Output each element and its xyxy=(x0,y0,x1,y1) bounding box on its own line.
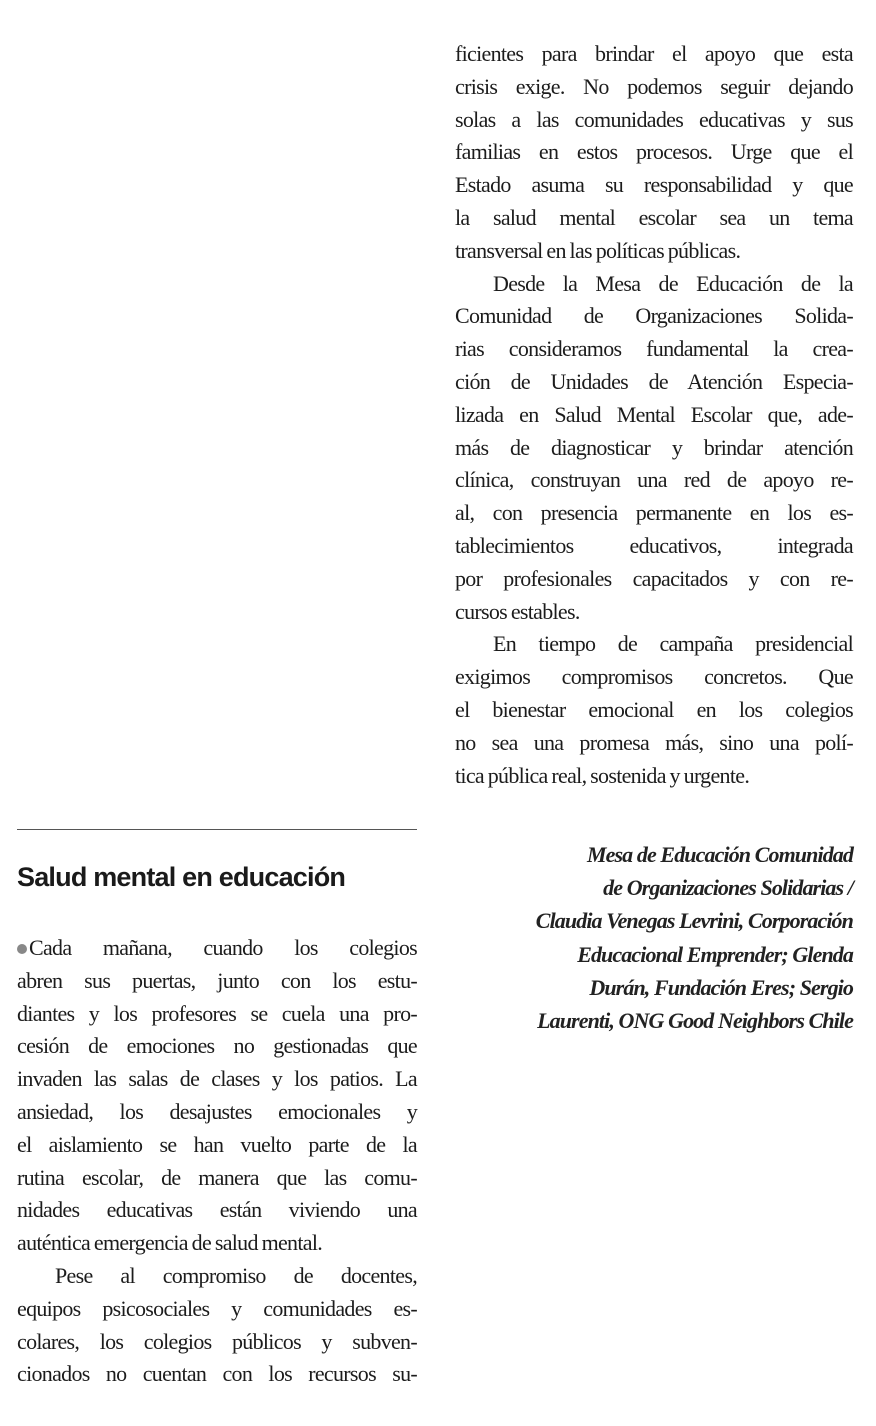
right-paragraph-1 xyxy=(455,38,853,268)
text-line: nidades educativas están viviendo una xyxy=(17,1197,417,1223)
signature-line: de Organizaciones Solidarias / xyxy=(603,875,853,901)
text-line: diantes y los profesores se cuela una pro- xyxy=(17,1000,417,1026)
text-line: al, con presencia permanente en los es- xyxy=(455,500,853,526)
text-line: En tiempo de campaña presidencial xyxy=(493,631,853,657)
text-line: Estado asuma su responsabilidad y que xyxy=(455,172,853,198)
article-headline: Salud mental en educación xyxy=(17,862,346,892)
text-line: tica pública real, sostenida y urgente. xyxy=(455,762,750,788)
text-line: Pese al compromiso de docentes, xyxy=(55,1262,417,1288)
text-line: rias consideramos fundamental la crea- xyxy=(455,336,853,362)
text-line: equipos psicosociales y comunidades es- xyxy=(17,1295,417,1321)
text-line: solas a las comunidades educativas y sus xyxy=(455,106,853,132)
text-line: clínica, construyan una red de apoyo re- xyxy=(455,467,853,493)
text-line: invaden las salas de clases y los patios. La xyxy=(17,1066,417,1092)
text-line: transversal en las políticas públicas. xyxy=(455,237,741,263)
left-paragraph-2 xyxy=(17,1260,417,1391)
bullet-icon xyxy=(17,944,27,954)
section-divider xyxy=(17,829,417,830)
text-line: lizada en Salud Mental Escolar que, ade- xyxy=(455,401,853,427)
signature-line: Educacional Emprender; Glenda xyxy=(577,941,853,967)
text-line: rutina escolar, de manera que las comu- xyxy=(17,1164,417,1190)
text-line: Comunidad de Organizaciones Solida- xyxy=(455,303,853,329)
text-line: auténtica emergencia de salud mental. xyxy=(17,1230,323,1256)
text-line: abren sus puertas, junto con los estu- xyxy=(17,967,417,993)
text-line: la salud mental escolar sea un tema xyxy=(455,204,853,230)
text-line: el aislamiento se han vuelto parte de la xyxy=(17,1131,417,1157)
text-line: colares, los colegios públicos y subven- xyxy=(17,1328,417,1354)
text-line: cesión de emociones no gestionadas que xyxy=(17,1033,417,1059)
text-line: más de diagnosticar y brindar atención xyxy=(455,434,853,460)
text-line: cursos estables. xyxy=(455,598,580,624)
text-line: ansiedad, los desajustes emocionales y xyxy=(17,1098,417,1124)
signature-line: Mesa de Educación Comunidad xyxy=(586,842,853,867)
signature-line: Claudia Venegas Levrini, Corporación xyxy=(535,908,853,934)
text-line: el bienestar emocional en los colegios xyxy=(455,696,853,722)
text-line: exigimos compromisos concretos. Que xyxy=(455,664,853,690)
left-column xyxy=(17,932,417,1391)
signature-line: Laurenti, ONG Good Neighbors Chile xyxy=(537,1008,853,1034)
text-line: familias en estos procesos. Urge que el xyxy=(455,139,853,165)
text-line: ción de Unidades de Atención Especia- xyxy=(455,368,853,394)
text-line: ficientes para brindar el apoyo que esta xyxy=(455,41,853,66)
text-line: cionados no cuentan con los recursos su- xyxy=(17,1361,417,1387)
signature-line: Durán, Fundación Eres; Sergio xyxy=(589,974,853,1000)
text-line: no sea una promesa más, sino una polí- xyxy=(455,729,853,755)
text-line xyxy=(17,932,417,965)
left-paragraph-1 xyxy=(17,932,417,1260)
right-paragraph-2 xyxy=(455,268,853,629)
text-line: por profesionales capacitados y con re- xyxy=(455,565,853,591)
text-line: crisis exige. No podemos seguir dejando xyxy=(455,73,853,99)
right-column xyxy=(455,38,853,792)
right-paragraph-3 xyxy=(455,628,853,792)
letter-signature xyxy=(440,838,853,1037)
text-line-content: Cada mañana, cuando los colegios xyxy=(29,935,417,960)
text-line: tablecimientos educativos, integrada xyxy=(455,532,853,558)
text-line: Desde la Mesa de Educación de la xyxy=(493,270,853,296)
